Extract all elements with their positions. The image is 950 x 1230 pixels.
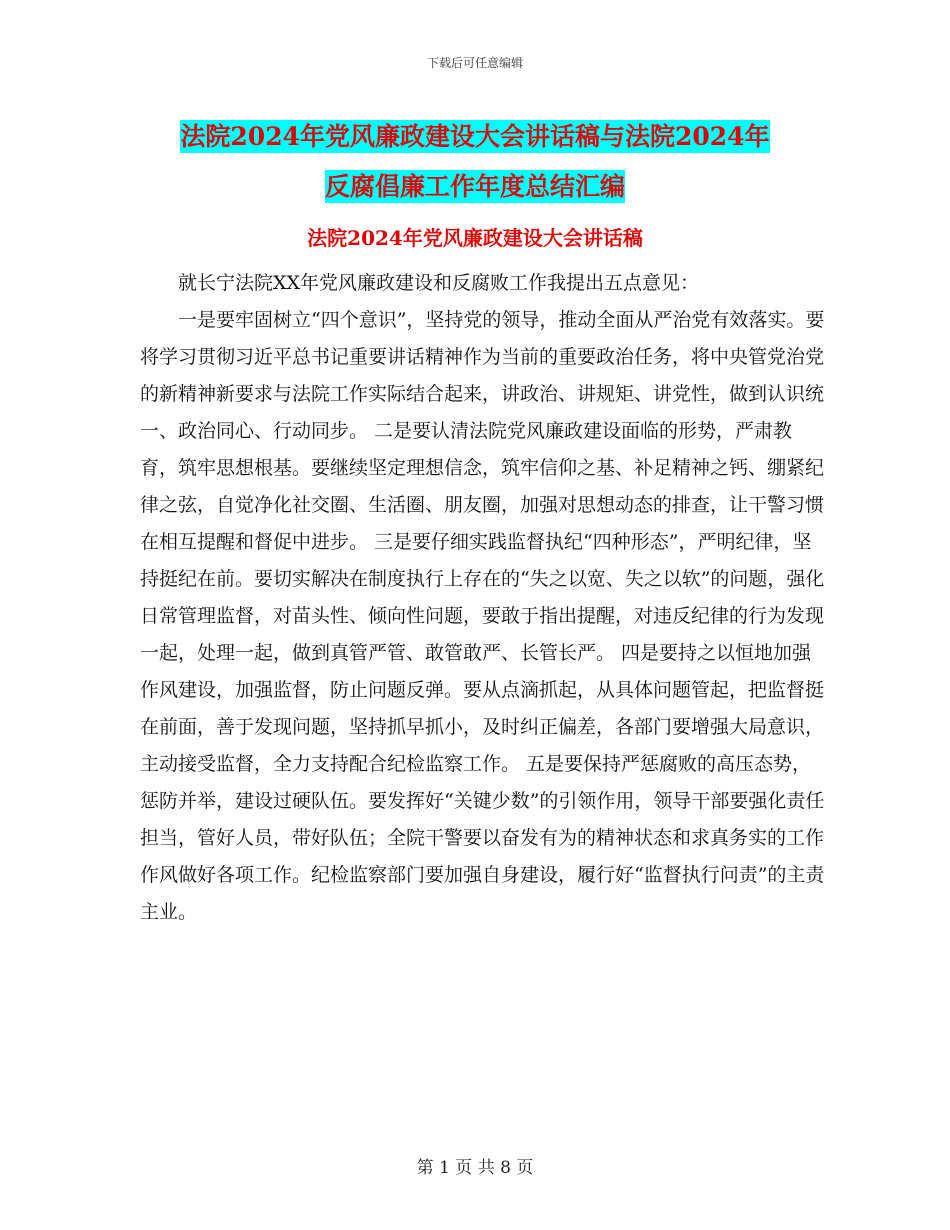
section-title: 法院2024年党风廉政建设大会讲话稿 xyxy=(307,226,643,250)
header-note: 下载后可任意编辑 xyxy=(426,56,523,70)
main-title-line-1: 法院2024年党风廉政建设大会讲话稿与法院2024年 xyxy=(180,122,770,151)
main-title-line-2: 反腐倡廉工作年度总结汇编 xyxy=(324,172,625,201)
body-text xyxy=(140,265,830,931)
paragraph-main: 一是要牢固树立“四个意识”，坚持党的领导，推动全面从严治党有效落实。要将学习贯彻习近平总书记重要讲话精神作为当前的重要政治任务，将中央管党治党的新精神新要求与法院工作实际结合起来，讲政治、讲规矩、讲党性，做到认识统一、政治同心、行动同步。 二是要认清法院党风廉政建设面临的形势，严肃教育，筑牢思想根基。要继续坚定理想信念，筑牢信仰之基、补足精神之钙、绷紧纪律之弦，自觉净化社交圈、生活圈、朋友圈，加强对思想动态的排查，让干警习惯在相互提醒和督促中进步。 三是要仔细实践监督执纪“四种形态”，严明纪律，坚持挺纪在前。要切实解决在制度执行上存在的“失之以宽、失之以软”的问题，强化日常管理监督，对苗头性、倾向性问题，要敢于指出提醒，对违反纪律的行为发现一起，处理一起，做到真管严管、敢管敢严、长管长严。 四是要持之以恒地加强作风建设，加强监督，防止问题反弹。要从点滴抓起，从具体问题管起，把监督挺在前面，善于发现问题，坚持抓早抓小，及时纠正偏差，各部门要增强大局意识，主动接受监督，全力支持配合纪检监察工作。 五是要保持严惩腐败的高压态势，惩防并举，建设过硬队伍。要发挥好“关键少数”的引领作用，领导干部要强化责任担当，管好人员，带好队伍；全院干警要以奋发有为的精神状态和求真务实的工作作风做好各项工作。纪检监察部门要加强自身建设，履行好“监督执行问责”的主责主业。 xyxy=(140,309,825,923)
page-footer: 第 1 页 共 8 页 xyxy=(416,1158,534,1178)
paragraph-intro: 就长宁法院XX年党风廉政建设和反腐败工作我提出五点意见： xyxy=(178,272,700,294)
main-title xyxy=(0,112,950,212)
